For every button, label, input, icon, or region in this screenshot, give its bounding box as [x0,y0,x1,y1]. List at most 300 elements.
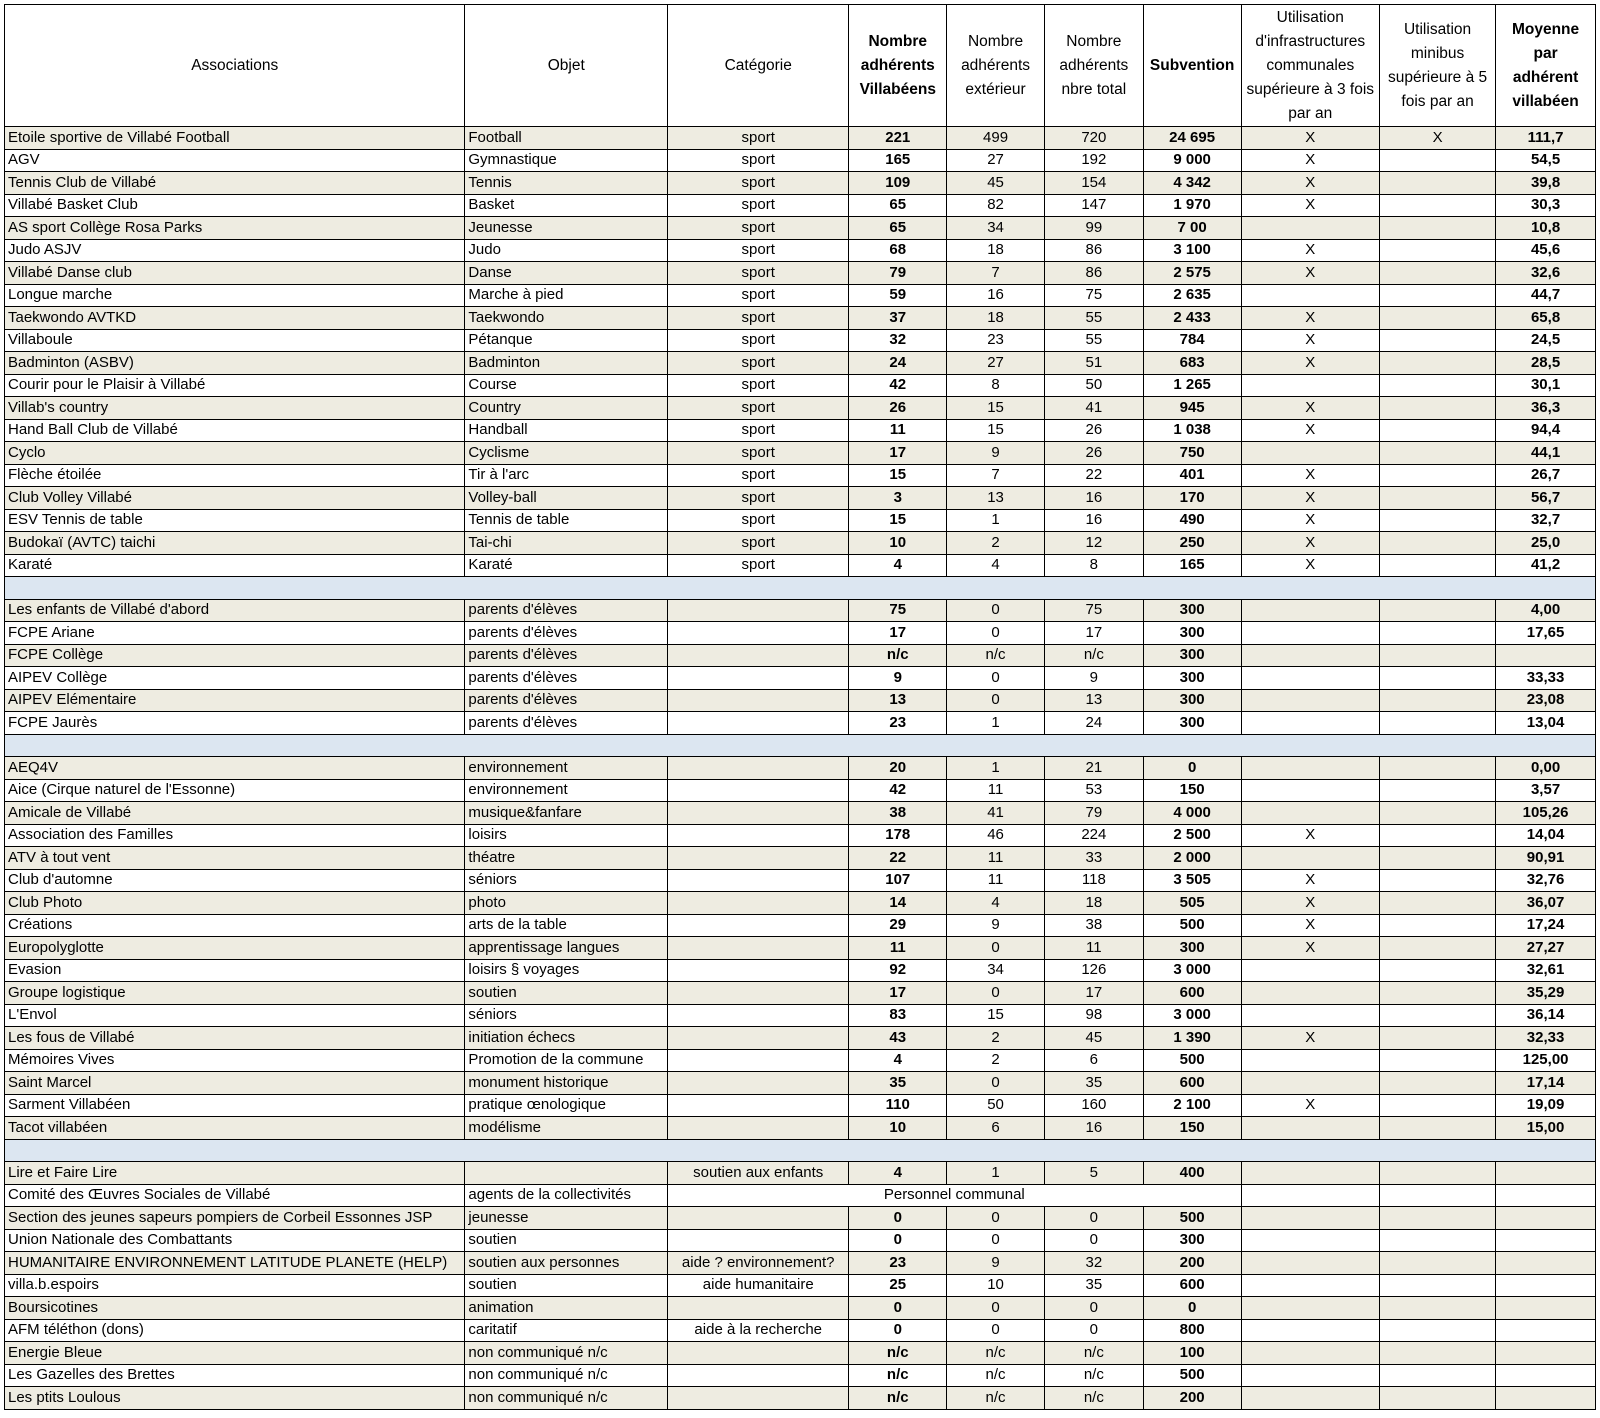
cell-minibus [1380,352,1496,375]
cell-subvention: 300 [1143,712,1241,735]
cell-categorie [668,982,849,1005]
cell-minibus [1380,172,1496,195]
cell-minibus [1380,1207,1496,1230]
cell-total: 33 [1044,847,1143,870]
cell-categorie: sport [668,397,849,420]
cell-subvention: 400 [1143,1162,1241,1185]
cell-association: FCPE Jaurès [5,712,465,735]
cell-objet: non communiqué n/c [465,1387,668,1410]
table-row [5,914,1596,937]
cell-total: 75 [1044,284,1143,307]
cell-moyenne: 35,29 [1496,982,1596,1005]
cell-subvention: 200 [1143,1387,1241,1410]
cell-total: 50 [1044,374,1143,397]
cell-subvention: 1 038 [1143,419,1241,442]
cell-subvention: 1 390 [1143,1027,1241,1050]
cell-subvention: 170 [1143,487,1241,510]
separator-cell [5,1139,1596,1162]
cell-exterieur: 15 [947,419,1045,442]
table-row [5,329,1596,352]
cell-infrastructures: X [1241,352,1380,375]
cell-association: AS sport Collège Rosa Parks [5,217,465,240]
cell-villabeens: 0 [849,1229,947,1252]
cell-subvention: 683 [1143,352,1241,375]
cell-association: AIPEV Collège [5,667,465,690]
cell-subvention: 2 000 [1143,847,1241,870]
cell-villabeens: 15 [849,464,947,487]
cell-moyenne: 30,1 [1496,374,1596,397]
table-row [5,307,1596,330]
cell-moyenne: 36,14 [1496,1004,1596,1027]
table-row [5,442,1596,465]
cell-moyenne: 54,5 [1496,149,1596,172]
cell-total: 12 [1044,532,1143,555]
cell-objet: soutien [465,1229,668,1252]
cell-exterieur: 2 [947,532,1045,555]
cell-association: Aice (Cirque naturel de l'Essonne) [5,779,465,802]
cell-moyenne: 4,00 [1496,599,1596,622]
cell-exterieur: 0 [947,1297,1045,1320]
cell-infrastructures [1241,217,1380,240]
cell-minibus [1380,1072,1496,1095]
associations-table [4,4,1596,1410]
cell-objet: animation [465,1297,668,1320]
cell-exterieur: 27 [947,352,1045,375]
cell-total: 51 [1044,352,1143,375]
cell-subvention: 300 [1143,937,1241,960]
cell-objet: Country [465,397,668,420]
cell-categorie [668,1364,849,1387]
cell-subvention: 300 [1143,689,1241,712]
cell-minibus [1380,802,1496,825]
table-row [5,1162,1596,1185]
cell-categorie [668,644,849,667]
cell-subvention: 0 [1143,1297,1241,1320]
cell-villabeens: 15 [849,509,947,532]
cell-categorie [668,824,849,847]
cell-subvention: 500 [1143,914,1241,937]
cell-exterieur: 0 [947,622,1045,645]
cell-minibus [1380,1364,1496,1387]
cell-categorie: sport [668,532,849,555]
cell-infrastructures [1241,1297,1380,1320]
cell-association: Saint Marcel [5,1072,465,1095]
cell-infrastructures [1241,779,1380,802]
cell-objet: environnement [465,779,668,802]
table-body [5,127,1596,1410]
cell-exterieur: 13 [947,487,1045,510]
cell-categorie: sport [668,442,849,465]
cell-total: n/c [1044,644,1143,667]
cell-villabeens: 42 [849,374,947,397]
cell-total: 192 [1044,149,1143,172]
cell-villabeens: 9 [849,667,947,690]
cell-association: Etoile sportive de Villabé Football [5,127,465,150]
cell-subvention: 2 100 [1143,1094,1241,1117]
cell-subvention: 600 [1143,1072,1241,1095]
table-row [5,1207,1596,1230]
cell-minibus [1380,329,1496,352]
cell-villabeens: 0 [849,1319,947,1342]
cell-minibus [1380,1387,1496,1410]
cell-subvention: 9 000 [1143,149,1241,172]
cell-association: AEQ4V [5,757,465,780]
cell-total: 26 [1044,419,1143,442]
table-row [5,1229,1596,1252]
cell-subvention: 7 00 [1143,217,1241,240]
cell-subvention: 300 [1143,1229,1241,1252]
cell-association: AFM téléthon (dons) [5,1319,465,1342]
cell-exterieur: 50 [947,1094,1045,1117]
cell-villabeens: 11 [849,937,947,960]
header-associations: Associations [5,5,465,127]
cell-subvention: 2 575 [1143,262,1241,285]
table-row [5,1252,1596,1275]
cell-total: 8 [1044,554,1143,577]
cell-association: HUMANITAIRE ENVIRONNEMENT LATITUDE PLANETE (HELP) [5,1252,465,1275]
cell-exterieur: 23 [947,329,1045,352]
table-row [5,892,1596,915]
cell-association: Association des Familles [5,824,465,847]
table-row [5,1049,1596,1072]
cell-moyenne: 17,14 [1496,1072,1596,1095]
cell-association: Club Volley Villabé [5,487,465,510]
cell-objet: Badminton [465,352,668,375]
table-row [5,172,1596,195]
cell-total: 9 [1044,667,1143,690]
table-row [5,937,1596,960]
cell-villabeens: 83 [849,1004,947,1027]
cell-association: Créations [5,914,465,937]
cell-moyenne: 10,8 [1496,217,1596,240]
cell-villabeens: 0 [849,1297,947,1320]
table-row [5,1027,1596,1050]
cell-infrastructures [1241,847,1380,870]
cell-moyenne: 32,33 [1496,1027,1596,1050]
table-row [5,824,1596,847]
cell-total: n/c [1044,1342,1143,1365]
cell-minibus [1380,532,1496,555]
cell-categorie [668,1207,849,1230]
cell-total: 160 [1044,1094,1143,1117]
cell-moyenne: 44,7 [1496,284,1596,307]
cell-total: 86 [1044,239,1143,262]
cell-minibus [1380,959,1496,982]
cell-association: Cyclo [5,442,465,465]
cell-infrastructures [1241,667,1380,690]
cell-infrastructures: X [1241,532,1380,555]
cell-exterieur: 16 [947,284,1045,307]
cell-minibus [1380,1094,1496,1117]
cell-association: Amicale de Villabé [5,802,465,825]
cell-categorie: sport [668,419,849,442]
cell-categorie: sport [668,554,849,577]
cell-minibus [1380,442,1496,465]
cell-objet: pratique œnologique [465,1094,668,1117]
cell-infrastructures: X [1241,419,1380,442]
separator-cell [5,577,1596,600]
table-row [5,1319,1596,1342]
cell-objet: loisirs § voyages [465,959,668,982]
cell-moyenne: 44,1 [1496,442,1596,465]
cell-objet: Course [465,374,668,397]
cell-villabeens: 35 [849,1072,947,1095]
header-subvention: Subvention [1143,5,1241,127]
cell-villabeens: 29 [849,914,947,937]
table-header [5,5,1596,127]
table-row [5,374,1596,397]
cell-association: FCPE Collège [5,644,465,667]
cell-categorie [668,1387,849,1410]
cell-exterieur: 0 [947,1229,1045,1252]
cell-association: ESV Tennis de table [5,509,465,532]
cell-objet: parents d'élèves [465,712,668,735]
table-row [5,262,1596,285]
cell-minibus [1380,1252,1496,1275]
table-row [5,487,1596,510]
table-row [5,622,1596,645]
table-row [5,217,1596,240]
cell-categorie [668,1094,849,1117]
cell-infrastructures [1241,1319,1380,1342]
cell-total: 79 [1044,802,1143,825]
cell-categorie [668,757,849,780]
cell-total: 17 [1044,622,1143,645]
cell-exterieur: 7 [947,464,1045,487]
section-separator [5,734,1596,757]
cell-categorie: sport [668,374,849,397]
cell-association: Les Gazelles des Brettes [5,1364,465,1387]
cell-infrastructures: X [1241,464,1380,487]
cell-association: Villab's country [5,397,465,420]
cell-minibus [1380,194,1496,217]
cell-objet: modélisme [465,1117,668,1140]
table-row [5,554,1596,577]
cell-infrastructures [1241,959,1380,982]
cell-minibus [1380,554,1496,577]
header-objet: Objet [465,5,668,127]
cell-objet: séniors [465,869,668,892]
cell-exterieur: 2 [947,1027,1045,1050]
cell-moyenne: 32,7 [1496,509,1596,532]
cell-total: 45 [1044,1027,1143,1050]
cell-exterieur: 15 [947,1004,1045,1027]
cell-moyenne [1496,1342,1596,1365]
cell-exterieur: 27 [947,149,1045,172]
cell-objet: environnement [465,757,668,780]
cell-minibus [1380,374,1496,397]
header-moyenne: Moyenne par adhérent villabéen [1496,5,1596,127]
header-infrastructures: Utilisation d'infrastructures communales supérieure à 3 fois par an [1241,5,1380,127]
cell-moyenne [1496,1319,1596,1342]
cell-infrastructures: X [1241,824,1380,847]
table-row [5,667,1596,690]
cell-total: 53 [1044,779,1143,802]
cell-exterieur: 6 [947,1117,1045,1140]
cell-total: 21 [1044,757,1143,780]
cell-villabeens: 221 [849,127,947,150]
cell-total: 26 [1044,442,1143,465]
cell-minibus [1380,1342,1496,1365]
cell-association: Judo ASJV [5,239,465,262]
cell-infrastructures [1241,1207,1380,1230]
header-minibus: Utilisation minibus supérieure à 5 fois par an [1380,5,1496,127]
cell-infrastructures [1241,802,1380,825]
cell-subvention: 500 [1143,1207,1241,1230]
cell-exterieur: 4 [947,892,1045,915]
cell-objet: Danse [465,262,668,285]
cell-categorie [668,599,849,622]
cell-minibus [1380,1319,1496,1342]
cell-association: Flèche étoilée [5,464,465,487]
cell-villabeens: n/c [849,1387,947,1410]
cell-infrastructures [1241,442,1380,465]
cell-villabeens: 42 [849,779,947,802]
cell-moyenne: 65,8 [1496,307,1596,330]
cell-exterieur: 1 [947,757,1045,780]
cell-exterieur: 0 [947,689,1045,712]
cell-subvention: 0 [1143,757,1241,780]
cell-moyenne [1496,644,1596,667]
cell-subvention: 4 000 [1143,802,1241,825]
cell-objet: Tennis de table [465,509,668,532]
cell-total: 99 [1044,217,1143,240]
cell-infrastructures [1241,1049,1380,1072]
cell-objet: Karaté [465,554,668,577]
cell-association: Groupe logistique [5,982,465,1005]
cell-moyenne: 27,27 [1496,937,1596,960]
cell-minibus [1380,914,1496,937]
cell-objet: non communiqué n/c [465,1364,668,1387]
cell-villabeens: 20 [849,757,947,780]
cell-exterieur: 0 [947,1072,1045,1095]
separator-cell [5,734,1596,757]
table-row [5,464,1596,487]
cell-objet: jeunesse [465,1207,668,1230]
cell-exterieur: 15 [947,397,1045,420]
cell-villabeens: 3 [849,487,947,510]
cell-infrastructures [1241,982,1380,1005]
cell-association: Les fous de Villabé [5,1027,465,1050]
section-separator [5,577,1596,600]
cell-infrastructures [1241,712,1380,735]
cell-infrastructures [1241,1342,1380,1365]
cell-association: Budokaï (AVTC) taichi [5,532,465,555]
table-row [5,644,1596,667]
cell-categorie: sport [668,464,849,487]
cell-minibus [1380,217,1496,240]
cell-objet: initiation échecs [465,1027,668,1050]
cell-minibus [1380,644,1496,667]
cell-infrastructures: X [1241,149,1380,172]
cell-association: AIPEV Elémentaire [5,689,465,712]
table-row [5,239,1596,262]
cell-objet: non communiqué n/c [465,1342,668,1365]
cell-minibus [1380,239,1496,262]
cell-total: 18 [1044,892,1143,915]
cell-exterieur: 11 [947,869,1045,892]
cell-association: Courir pour le Plaisir à Villabé [5,374,465,397]
cell-exterieur: 0 [947,667,1045,690]
cell-villabeens: 37 [849,307,947,330]
cell-objet: parents d'élèves [465,622,668,645]
cell-total: n/c [1044,1387,1143,1410]
cell-objet: Handball [465,419,668,442]
cell-villabeens: 75 [849,599,947,622]
cell-moyenne [1496,1364,1596,1387]
cell-minibus [1380,622,1496,645]
cell-categorie [668,1027,849,1050]
cell-villabeens: 23 [849,1252,947,1275]
cell-villabeens: 165 [849,149,947,172]
table-row [5,1297,1596,1320]
cell-objet: Volley-ball [465,487,668,510]
table-row [5,802,1596,825]
cell-exterieur: 0 [947,599,1045,622]
cell-association: Union Nationale des Combattants [5,1229,465,1252]
cell-moyenne: 56,7 [1496,487,1596,510]
cell-total: 98 [1044,1004,1143,1027]
cell-infrastructures [1241,1184,1380,1207]
cell-moyenne: 45,6 [1496,239,1596,262]
cell-objet: Tennis [465,172,668,195]
cell-categorie: aide humanitaire [668,1274,849,1297]
table-row [5,1364,1596,1387]
cell-total: 86 [1044,262,1143,285]
table-row [5,689,1596,712]
table-row [5,869,1596,892]
cell-exterieur: n/c [947,1342,1045,1365]
cell-minibus [1380,1274,1496,1297]
cell-exterieur: 9 [947,914,1045,937]
cell-total: 17 [1044,982,1143,1005]
cell-total: 55 [1044,329,1143,352]
cell-categorie: aide ? environnement? [668,1252,849,1275]
cell-categorie [668,869,849,892]
cell-villabeens: 32 [849,329,947,352]
cell-villabeens: 0 [849,1207,947,1230]
cell-villabeens: 26 [849,397,947,420]
cell-infrastructures: X [1241,937,1380,960]
cell-exterieur: 9 [947,442,1045,465]
cell-villabeens: 17 [849,442,947,465]
cell-subvention: 150 [1143,1117,1241,1140]
table-row [5,352,1596,375]
cell-association: Sarment Villabéen [5,1094,465,1117]
cell-minibus [1380,779,1496,802]
cell-villabeens: 13 [849,689,947,712]
cell-categorie: sport [668,149,849,172]
cell-subvention: 24 695 [1143,127,1241,150]
cell-subvention: 3 505 [1143,869,1241,892]
cell-villabeens: 4 [849,554,947,577]
cell-association: Tacot villabéen [5,1117,465,1140]
cell-infrastructures: X [1241,869,1380,892]
cell-objet: Jeunesse [465,217,668,240]
cell-moyenne: 39,8 [1496,172,1596,195]
cell-subvention: 300 [1143,644,1241,667]
table-row [5,779,1596,802]
cell-moyenne [1496,1387,1596,1410]
table-row [5,397,1596,420]
cell-moyenne [1496,1297,1596,1320]
cell-association: Taekwondo AVTKD [5,307,465,330]
cell-villabeens: 4 [849,1049,947,1072]
table-row [5,1274,1596,1297]
cell-objet: Basket [465,194,668,217]
cell-subvention: 165 [1143,554,1241,577]
cell-subvention: 945 [1143,397,1241,420]
